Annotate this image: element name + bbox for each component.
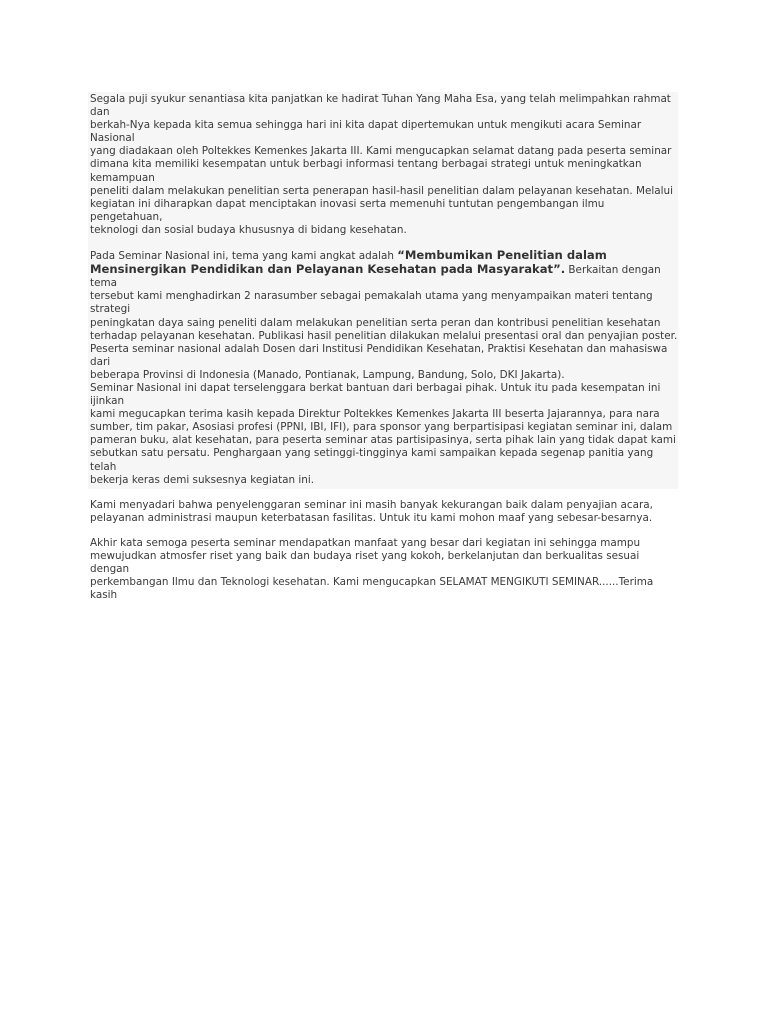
foreword-text-block bbox=[88, 92, 678, 602]
seminar-theme-title: “Membumikan Penelitian dalam Mensinergikan Pendidikan dan Pelayanan Kesehatan pada Masyarakat”. bbox=[90, 248, 607, 277]
paragraph-apology: Kami menyadari bahwa penyelenggaran seminar ini masih banyak kekurangan baik dalam penyajian acara, pelayanan administrasi maupun keterbatasan fasilitas. Untuk itu kami mohon maaf yang sebesar-besarnya. bbox=[90, 498, 653, 524]
paragraph-opening: Segala puji syukur senantiasa kita panjatkan ke hadirat Tuhan Yang Maha Esa, yang telah melimpahkan rahmat dan berkah-Nya kepada kita semua sehingga hari ini kita dapat dipertemukan untuk mengikuti acara Seminar Nasional yang diadakaan oleh Poltekkes Kemenkes Jakarta III. Kami mengucapkan selamat datang pada peserta seminar dimana kita memiliki kesempatan untuk berbagi informasi tentang berbagai strategi untuk meningkatkan kemampuan peneliti dalam melakukan penelitian serta penerapan hasil-hasil penelitian dalam pelayanan kesehatan. Melalui kegiatan ini diharapkan dapat menciptakan inovasi serta memenuhi tuntutan pengembangan ilmu pengetahuan, teknologi dan sosial budaya khususnya di bidang kesehatan. bbox=[90, 93, 673, 236]
theme-body-text: Berkaitan dengan tema tersebut kami menghadirkan 2 narasumber sebagai pemakalah utama yang menyampaikan materi tentang strategi peningkatan daya saing peneliti dalam melakukan penelitian serta peran dan kontribusi penelitian kesehatan terhadap pelayanan kesehatan. Publikasi hasil penelitian dilakukan melalui presentasi oral dan penyajian poster. Peserta seminar nasional adalah Dosen dari Institusi Pendidikan Kesehatan, Praktisi Kesehatan dan mahasiswa dari beberapa Provinsi di Indonesia (Manado, Pontianak, Lampung, Bandung, Solo, DKI Jakarta). Seminar Nasional ini dapat terselenggara berkat bantuan dari berbagai pihak. Untuk itu pada kesempatan ini ijinkan kami megucapkan terima kasih kepada Direktur Poltekkes Kemenkes Jakarta III beserta Jajarannya, para nara sumber, tim pakar, Asosiasi profesi (PPNI, IBI, IFI), para sponsor yang berpartisipasi kegiatan seminar ini, dalam pameran buku, alat kesehatan, para peserta seminar atas partisipasinya, serta pihak lain yang tidak dapat kami sebutkan satu persatu. Penghargaan yang setinggi-tingginya kami sampaikan kepada segenap panitia yang telah bekerja keras demi suksesnya kegiatan ini. bbox=[90, 264, 678, 486]
paragraph-closing: Akhir kata semoga peserta seminar mendapatkan manfaat yang besar dari kegiatan ini sehingga mampu mewujudkan atmosfer riset yang baik dan budaya riset yang kokoh, berkelanjutan dan berkualitas sesuai dengan perkembangan Ilmu dan Teknologi kesehatan. Kami mengucapkan SELAMAT MENGIKUTI SEMINAR......Terima kasih bbox=[90, 536, 654, 602]
paragraph-theme bbox=[90, 249, 678, 487]
theme-intro-text: Pada Seminar Nasional ini, tema yang kami angkat adalah bbox=[90, 250, 398, 263]
